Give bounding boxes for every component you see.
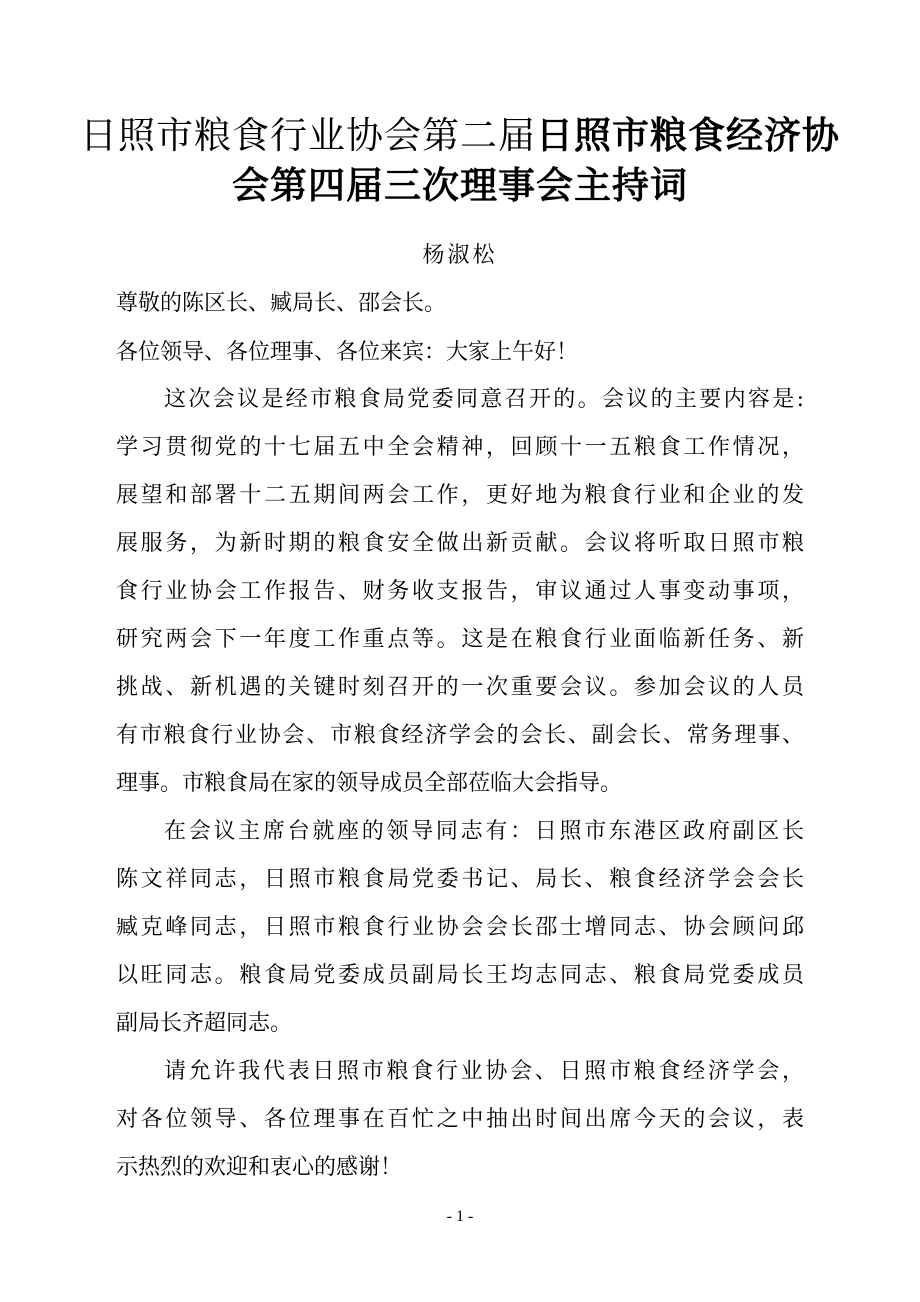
paragraph-1-line-1: 这次会议是经市粮食局党委同意召开的。会议的主要内容是:	[164, 387, 804, 412]
paragraph-3-line-3: 示热烈的欢迎和衷心的感谢！	[116, 1155, 403, 1180]
paragraph-2-line-5: 副局长齐超同志。	[116, 1011, 293, 1036]
paragraph-3-line-1: 请允许我代表日照市粮食行业协会、日照市粮食经济学会，	[164, 1059, 804, 1084]
greeting-line: 各位领导、各位理事、各位来宾：大家上午好！	[116, 340, 579, 365]
paragraph-1-line-7: 挑战、新机遇的关键时刻召开的一次重要会议。参加会议的人员	[116, 675, 804, 700]
paragraph-1-line-4: 展服务，为新时期的粮食安全做出新贡献。会议将听取日照市粮	[116, 531, 804, 556]
paragraph-1-line-6: 研究两会下一年度工作重点等。这是在粮食行业面临新任务、新	[116, 627, 804, 652]
paragraph-1-line-5: 食行业协会工作报告、财务收支报告，审议通过人事变动事项，	[116, 579, 804, 604]
paragraph-2-line-2: 陈文祥同志，日照市粮食局党委书记、局长、粮食经济学会会长	[116, 867, 804, 892]
paragraph-2-line-3: 臧克峰同志，日照市粮食行业协会会长邵士增同志、协会顾问邱	[116, 915, 804, 940]
document-title-line-1	[60, 110, 860, 162]
paragraph-2-line-1: 在会议主席台就座的领导同志有：日照市东港区政府副区长	[164, 819, 804, 844]
paragraph-1-line-2: 学习贯彻党的十七届五中全会精神，回顾十一五粮食工作情况，	[116, 435, 804, 460]
paragraph-3-line-2: 对各位领导、各位理事在百忙之中抽出时间出席今天的会议，表	[116, 1107, 804, 1132]
paragraph-1-line-3: 展望和部署十二五期间两会工作，更好地为粮食行业和企业的发	[116, 483, 804, 508]
title-regular-segment: 日照市粮食行业协会第二届	[80, 114, 536, 157]
document-title-line-2: 会第四届三次理事会主持词	[232, 164, 688, 207]
paragraph-1-line-8: 有市粮食行业协会、市粮食经济学会的会长、副会长、常务理事、	[116, 723, 804, 748]
salutation-line: 尊敬的陈区长、臧局长、邵会长。	[116, 291, 447, 316]
author-name: 杨淑松	[422, 243, 498, 268]
paragraph-1-line-9: 理事。市粮食局在家的领导成员全部莅临大会指导。	[116, 771, 623, 796]
paragraph-2-line-4: 以旺同志。粮食局党委成员副局长王均志同志、粮食局党委成员	[116, 963, 804, 988]
title-bold-segment: 日照市粮食经济协	[536, 114, 840, 157]
page-number: - 1 -	[446, 1208, 474, 1225]
